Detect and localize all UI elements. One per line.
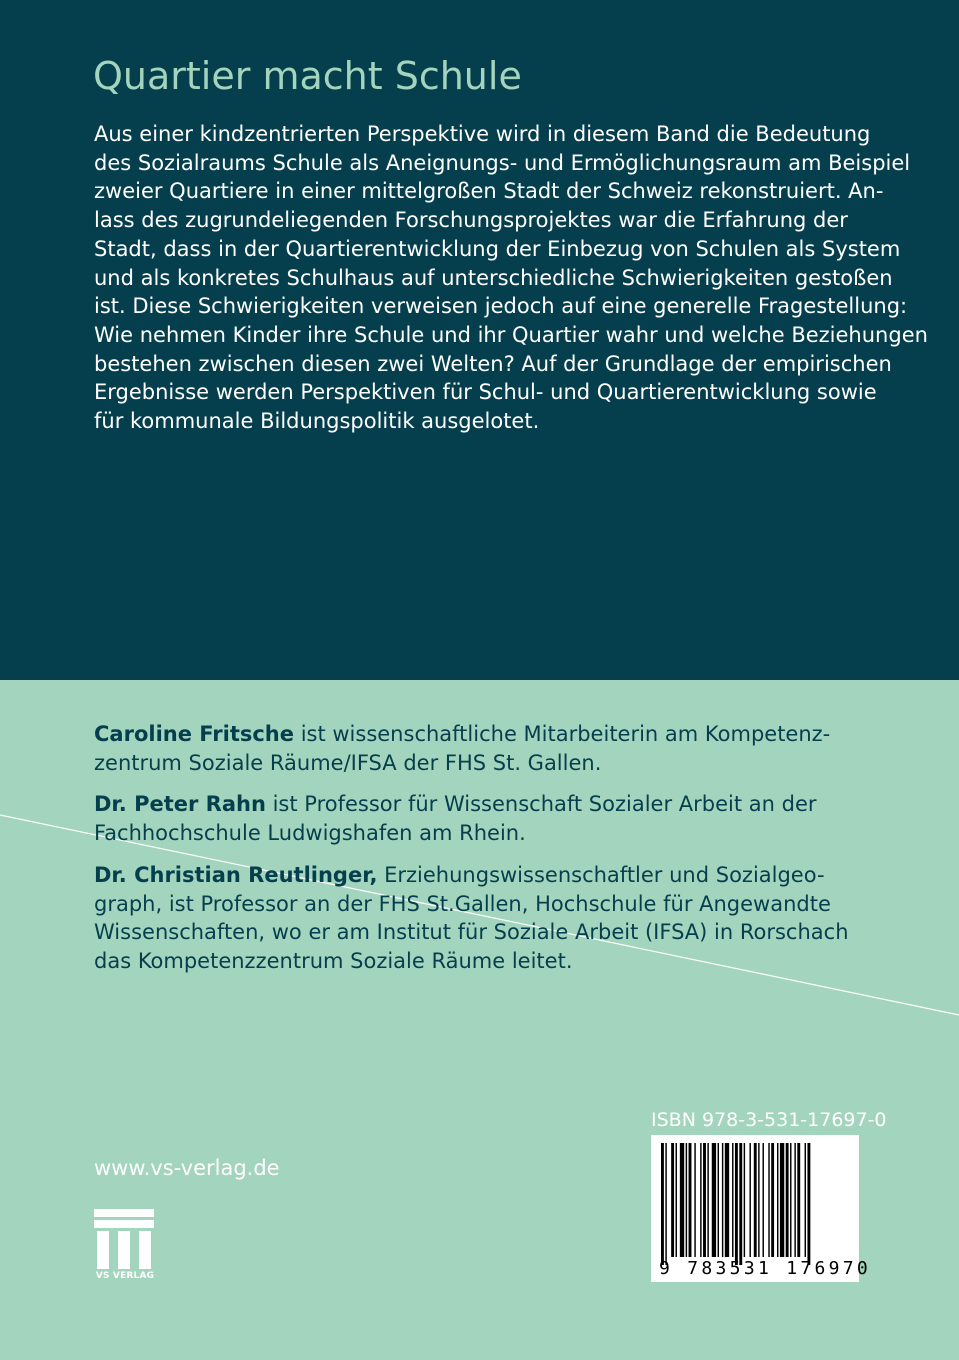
author-bio-text: graph, ist Professor an der FHS St.Gallen, Hochschule für Angewandte: [94, 891, 831, 916]
author-bio-text: das Kompetenzzentrum Soziale Räume leitet.: [94, 948, 573, 973]
barcode-bar: [777, 1143, 778, 1257]
author-bio: [94, 720, 894, 777]
barcode-bar: [771, 1143, 774, 1257]
author-bio-text: zentrum Soziale Räume/IFSA der FHS St. Gallen.: [94, 750, 602, 775]
barcode-bar: [718, 1143, 719, 1257]
blurb-text: [94, 120, 928, 436]
blurb-line: zweier Quartiere in einer mittelgroßen Stadt der Schweiz rekonstruiert. An-: [94, 179, 884, 204]
blurb-line: Wie nehmen Kinder ihre Schule und ihr Quartier wahr und welche Beziehungen: [94, 322, 928, 347]
barcode-bar: [680, 1143, 684, 1257]
barcode-bar: [694, 1143, 695, 1257]
publisher-logo: [94, 1209, 156, 1284]
author-bio: [94, 790, 894, 847]
blurb-line: Stadt, dass in der Quartierentwicklung der Einbezug von Schulen als System: [94, 236, 901, 261]
barcode-bar: [739, 1143, 742, 1265]
blurb-line: des Sozialraums Schule als Aneignungs- und Ermöglichungsraum am Beispiel: [94, 150, 911, 175]
barcode-bar: [671, 1143, 674, 1257]
author-name: Caroline Fritsche: [94, 722, 295, 746]
barcode-bar: [794, 1143, 795, 1257]
blurb-line: lass des zugrundeliegenden Forschungsprojektes war die Erfahrung der: [94, 208, 848, 233]
blurb-line: Ergebnisse werden Perspektiven für Schul- und Quartierentwicklung sowie: [94, 380, 877, 405]
barcode-bar: [744, 1143, 745, 1257]
barcode-bar: [661, 1143, 664, 1265]
barcode-bar: [790, 1143, 791, 1257]
barcode-bar: [786, 1143, 789, 1257]
barcode-bar: [780, 1143, 784, 1257]
blurb-line: bestehen zwischen diesen zwei Welten? Auf der Grundlage der empirischen: [94, 351, 892, 376]
barcode-bar: [725, 1143, 729, 1257]
barcode-bar: [707, 1143, 708, 1257]
isbn-label: ISBN 978-3-531-17697-0: [651, 1109, 887, 1131]
author-bio-text: Erziehungswissenschaftler und Sozialgeo-: [377, 862, 825, 887]
barcode: [651, 1135, 872, 1282]
barcode-bar: [763, 1143, 764, 1257]
barcode-bar: [732, 1143, 733, 1257]
barcode-bar: [758, 1143, 759, 1257]
barcode-bar: [722, 1143, 723, 1257]
author-bio-text: ist wissenschaftliche Mitarbeiterin am Kompetenz-: [294, 722, 831, 746]
barcode-bar: [805, 1143, 806, 1257]
barcode-bar: [676, 1143, 677, 1257]
barcode-bar: [665, 1143, 666, 1265]
barcode-bar: [703, 1143, 706, 1257]
blurb-line: für kommunale Bildungspolitik ausgelotet.: [94, 409, 540, 434]
barcode-bar: [749, 1143, 750, 1257]
author-bio-text: Fachhochschule Ludwigshafen am Rhein.: [94, 821, 526, 846]
barcode-bar: [754, 1143, 757, 1257]
barcode-bar: [768, 1143, 769, 1257]
book-title: Quartier macht Schule: [93, 54, 522, 98]
author-bio-text: ist Professor für Wissenschaft Sozialer Arbeit an der: [265, 792, 817, 817]
barcode-bar: [797, 1143, 800, 1257]
publisher-website[interactable]: www.vs-verlag.de: [94, 1156, 280, 1180]
author-name: Dr. Peter Rahn: [94, 792, 266, 817]
barcode-digits: 9 783531 176970: [659, 1258, 872, 1279]
barcode-bar: [735, 1143, 738, 1265]
blurb-line: Aus einer kindzentrierten Perspektive wird in diesem Band die Bedeutung: [94, 122, 871, 146]
author-bios: [94, 720, 894, 989]
barcode-bar: [686, 1143, 687, 1257]
author-name: Dr. Christian Reutlinger,: [94, 862, 378, 887]
barcode-bar: [807, 1143, 810, 1265]
vs-verlag-logo-icon: [94, 1209, 156, 1269]
publisher-logo-label: VS VERLAG: [95, 1271, 155, 1281]
author-bio-text: Wissenschaften, wo er am Institut für Soziale Arbeit (IFSA) in Rorschach: [94, 920, 849, 945]
barcode-bar: [700, 1143, 701, 1257]
blurb-line: und als konkretes Schulhaus auf unterschiedliche Schwierigkeiten gestoßen: [94, 265, 893, 290]
blurb-line: ist. Diese Schwierigkeiten verweisen jedoch auf eine generelle Fragestellung:: [94, 294, 908, 319]
author-bio: [94, 861, 894, 976]
barcode-bar: [712, 1143, 716, 1257]
barcode-bar: [689, 1143, 692, 1257]
